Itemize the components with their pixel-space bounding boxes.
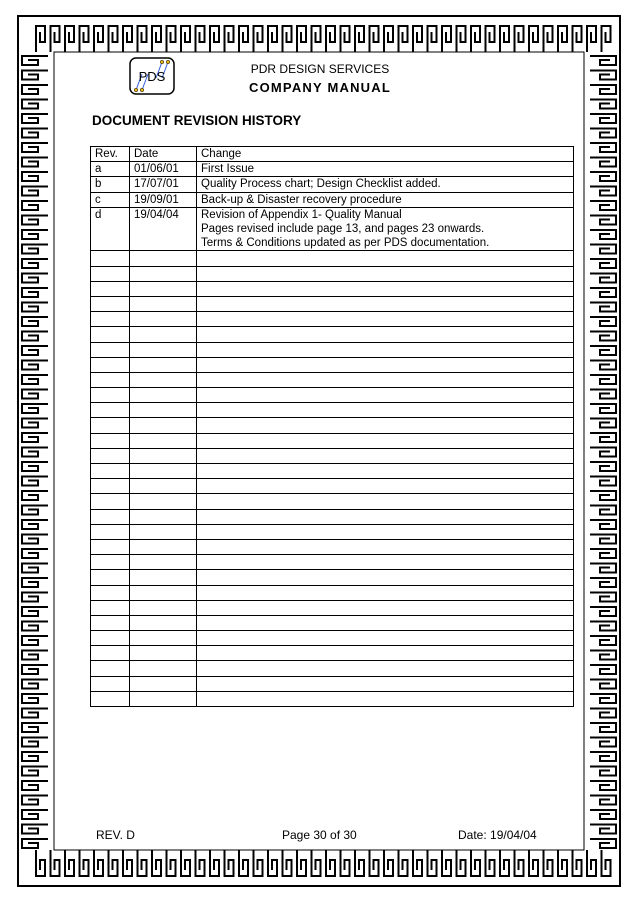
empty-cell: [130, 357, 197, 372]
empty-cell: [91, 494, 130, 509]
empty-cell: [197, 464, 574, 479]
empty-cell: [91, 585, 130, 600]
empty-cell: [91, 631, 130, 646]
empty-cell: [197, 251, 574, 266]
empty-cell: [91, 372, 130, 387]
empty-cell: [91, 524, 130, 539]
footer-date: Date: 19/04/04: [458, 828, 537, 842]
footer-page-number: Page 30 of 30: [282, 828, 357, 842]
empty-cell: [130, 388, 197, 403]
empty-cell: [197, 539, 574, 554]
empty-cell: [130, 615, 197, 630]
empty-cell: [130, 539, 197, 554]
empty-cell: [197, 281, 574, 296]
cell-rev: a: [91, 162, 130, 177]
empty-cell: [197, 433, 574, 448]
change-line: Quality Process chart; Design Checklist added.: [201, 178, 441, 191]
cell-date: 17/07/01: [130, 177, 197, 192]
empty-table-row: [91, 570, 574, 585]
empty-table-row: [91, 296, 574, 311]
empty-cell: [130, 585, 197, 600]
empty-cell: [130, 600, 197, 615]
empty-cell: [130, 251, 197, 266]
table-row: [91, 177, 574, 192]
empty-cell: [91, 251, 130, 266]
empty-cell: [130, 266, 197, 281]
cell-rev: b: [91, 177, 130, 192]
empty-table-row: [91, 631, 574, 646]
empty-table-row: [91, 585, 574, 600]
empty-cell: [130, 372, 197, 387]
empty-cell: [91, 312, 130, 327]
empty-table-row: [91, 403, 574, 418]
empty-cell: [130, 661, 197, 676]
empty-table-row: [91, 676, 574, 691]
empty-cell: [197, 524, 574, 539]
table-row: [91, 192, 574, 207]
header-date: Date: [130, 147, 197, 162]
empty-table-row: [91, 388, 574, 403]
empty-cell: [197, 555, 574, 570]
empty-cell: [91, 403, 130, 418]
change-line: Terms & Conditions updated as per PDS documentation.: [201, 237, 490, 250]
empty-cell: [91, 433, 130, 448]
revision-history-table: [90, 146, 574, 707]
pds-logo: [128, 56, 176, 96]
empty-cell: [197, 418, 574, 433]
empty-cell: [197, 479, 574, 494]
empty-cell: [130, 676, 197, 691]
cell-change: [197, 192, 574, 207]
empty-table-row: [91, 615, 574, 630]
cell-date: 01/06/01: [130, 162, 197, 177]
header-rev: Rev.: [91, 147, 130, 162]
manual-title: COMPANY MANUAL: [249, 80, 391, 95]
empty-table-row: [91, 372, 574, 387]
change-line: Back-up & Disaster recovery procedure: [201, 193, 402, 206]
empty-table-row: [91, 251, 574, 266]
empty-cell: [130, 494, 197, 509]
empty-cell: [197, 691, 574, 706]
empty-table-row: [91, 266, 574, 281]
empty-cell: [130, 691, 197, 706]
empty-cell: [130, 296, 197, 311]
empty-cell: [91, 388, 130, 403]
empty-cell: [197, 585, 574, 600]
empty-cell: [130, 555, 197, 570]
empty-cell: [197, 296, 574, 311]
empty-cell: [197, 494, 574, 509]
empty-cell: [130, 448, 197, 463]
empty-table-row: [91, 646, 574, 661]
empty-table-row: [91, 539, 574, 554]
empty-cell: [130, 403, 197, 418]
change-line: First Issue: [201, 163, 255, 176]
header-change: Change: [197, 147, 574, 162]
empty-cell: [197, 312, 574, 327]
change-line: Revision of Appendix 1- Quality Manual: [201, 208, 402, 221]
empty-cell: [91, 266, 130, 281]
empty-cell: [130, 342, 197, 357]
empty-cell: [91, 296, 130, 311]
empty-table-row: [91, 555, 574, 570]
empty-cell: [197, 448, 574, 463]
cell-change: [197, 207, 574, 251]
empty-cell: [197, 600, 574, 615]
empty-table-row: [91, 524, 574, 539]
empty-table-row: [91, 600, 574, 615]
footer-revision: REV. D: [96, 828, 135, 842]
empty-cell: [91, 676, 130, 691]
empty-table-row: [91, 433, 574, 448]
empty-cell: [197, 388, 574, 403]
empty-cell: [91, 418, 130, 433]
section-title: DOCUMENT REVISION HISTORY: [92, 113, 302, 128]
empty-cell: [197, 661, 574, 676]
company-name: PDR DESIGN SERVICES: [250, 62, 390, 76]
empty-table-row: [91, 661, 574, 676]
empty-cell: [197, 509, 574, 524]
empty-cell: [197, 342, 574, 357]
empty-cell: [91, 691, 130, 706]
empty-cell: [91, 509, 130, 524]
empty-cell: [91, 357, 130, 372]
empty-table-row: [91, 464, 574, 479]
table-row: [91, 207, 574, 251]
empty-table-row: [91, 327, 574, 342]
empty-cell: [197, 403, 574, 418]
empty-cell: [197, 357, 574, 372]
cell-date: 19/04/04: [130, 207, 197, 251]
empty-table-row: [91, 357, 574, 372]
cell-rev: d: [91, 207, 130, 251]
logo-text: PDS: [138, 69, 166, 84]
change-line: Pages revised include page 13, and pages 23 onwards.: [201, 223, 485, 236]
empty-cell: [130, 281, 197, 296]
cell-date: 19/09/01: [130, 192, 197, 207]
empty-cell: [91, 281, 130, 296]
empty-cell: [130, 570, 197, 585]
empty-cell: [197, 266, 574, 281]
empty-cell: [91, 555, 130, 570]
empty-cell: [197, 615, 574, 630]
empty-cell: [130, 646, 197, 661]
empty-cell: [91, 327, 130, 342]
empty-table-row: [91, 509, 574, 524]
empty-cell: [130, 464, 197, 479]
empty-cell: [91, 600, 130, 615]
table-row: [91, 162, 574, 177]
empty-table-row: [91, 312, 574, 327]
empty-cell: [91, 615, 130, 630]
empty-table-row: [91, 494, 574, 509]
empty-cell: [130, 631, 197, 646]
empty-table-row: [91, 448, 574, 463]
cell-rev: c: [91, 192, 130, 207]
empty-cell: [197, 570, 574, 585]
empty-cell: [197, 372, 574, 387]
empty-cell: [91, 448, 130, 463]
empty-cell: [130, 433, 197, 448]
empty-table-row: [91, 342, 574, 357]
empty-table-row: [91, 281, 574, 296]
empty-cell: [91, 646, 130, 661]
empty-cell: [130, 479, 197, 494]
empty-cell: [91, 570, 130, 585]
empty-table-row: [91, 418, 574, 433]
empty-cell: [91, 661, 130, 676]
table-header-row: [91, 147, 574, 162]
empty-cell: [197, 646, 574, 661]
empty-cell: [130, 312, 197, 327]
cell-change: [197, 177, 574, 192]
empty-table-row: [91, 479, 574, 494]
empty-cell: [91, 479, 130, 494]
empty-cell: [197, 676, 574, 691]
empty-cell: [130, 524, 197, 539]
empty-table-row: [91, 691, 574, 706]
empty-cell: [130, 418, 197, 433]
empty-cell: [197, 327, 574, 342]
cell-change: [197, 162, 574, 177]
empty-cell: [197, 631, 574, 646]
empty-cell: [91, 342, 130, 357]
empty-cell: [130, 327, 197, 342]
empty-cell: [91, 464, 130, 479]
empty-cell: [91, 539, 130, 554]
empty-cell: [130, 509, 197, 524]
